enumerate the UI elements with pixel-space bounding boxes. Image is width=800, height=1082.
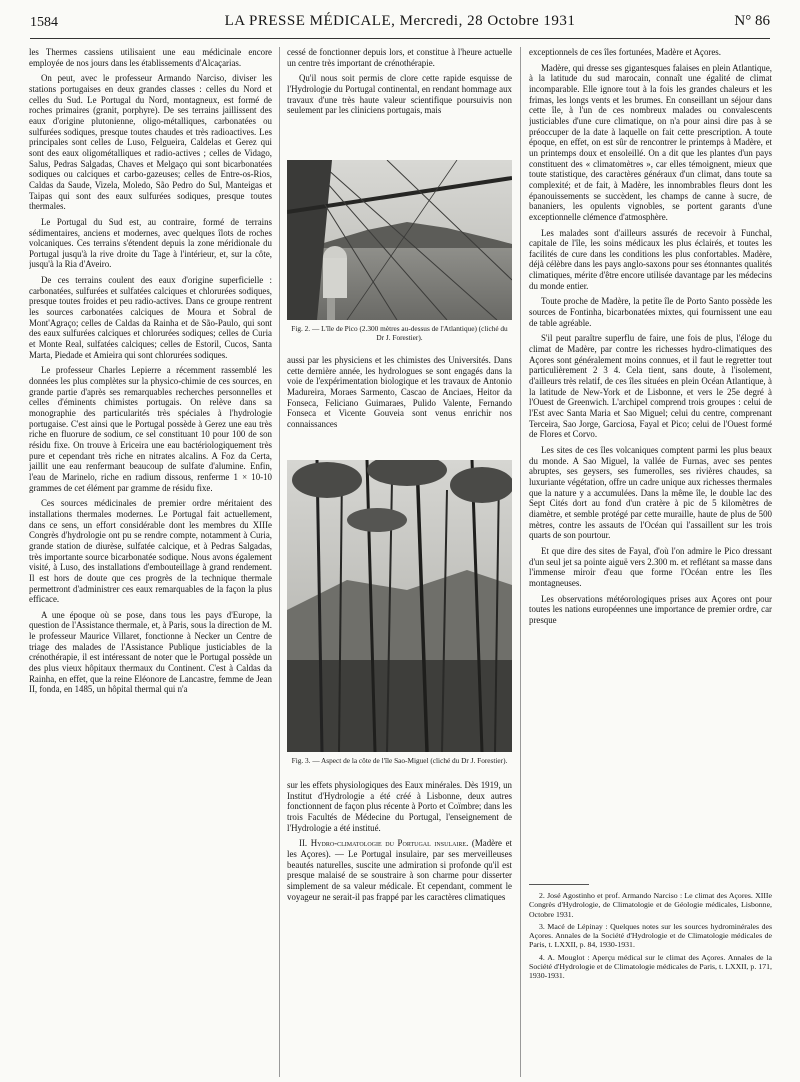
- column-divider: [520, 47, 521, 1077]
- paragraph: Le professeur Charles Lepierre a récemment rassemblé les données les plus complètes sur la physico-chimie de ces sources, en grande partie d'après ses remarquables recherches personnelles et celles d'éminents chimistes portugais. On relève dans sa monographie des particularités très spéciales à l'hydrologie portugaise. C'est ainsi que le Portugal possède à Gerez une eau très riche en fluorure de sodium, ce sel constituant 10 pour 100 de son résidu fixe. On trouve à Ericeira une eau bactériologiquement très pure et cependant très riche en nitrates alcalins. A Foz da Certa, jaillit une eau renfermant beaucoup de sulfate d'alumine. Enfin, l'eau de Marinelo, riche en radium dissous, renferme 1 × 10-10 grammes de cet élément par gramme de résidu fixe.: [29, 365, 272, 493]
- footnotes: [529, 880, 772, 984]
- paragraph: sur les effets physiologiques des Eaux minérales. Dès 1919, un Institut d'Hydrologie a été créé à Lisbonne, deux autres fonctionnent de façon plus récente à Porto et Coïmbre; dans les trois Facultés de Médecine du Portugal, l'enseignement de l'Hydrologie a été institué.: [287, 780, 512, 833]
- page-number: 1584: [30, 15, 58, 30]
- header-rule: [30, 38, 770, 39]
- figure-2: [287, 160, 512, 342]
- paragraph: Madère, qui dresse ses gigantesques falaises en plein Atlantique, à la latitude du sud marocain, connaît une égalité de climat incomparable. Elle ignore tout à la fois les grandes chaleurs et les frimas, les longs vents et les brumes. En conseillant un séjour dans cette île, à l'un de ces nombreux malades ou convalescents justiciables d'une cure climatique, on n'a pour ainsi dire pas à se préoccuper de la date à laquelle on fait cette prescription. A toute époque, en effet, on est sûr de rencontrer le printemps à Madère, et un printemps doux et ensoleillé. On a dit que les plantes d'un pays constituent des « climatomètres », car elles témoignent, mieux que toute statistique, des caractères généraux d'un climat, dans toute sa complexité; et de fait, à Madère, les innombrables fleurs dont les épanouissements se succèdent, les champs de canne à sucre, de bananiers, les opulents vignobles, se portent garants d'une exceptionnelle clémence d'atmosphère.: [529, 62, 772, 222]
- footnote: 3. Macé de Lépinay : Quelques notes sur les sources hydrominérales des Açores. Annales de la Société d'Hydrologie et de Climatologie médicales de Paris, t. LXXII, p. 84, 1930-1931.: [529, 921, 772, 950]
- footnote: 4. A. Mouglot : Aperçu médical sur le climat des Açores. Annales de la Société d'Hydrologie et de Climatologie médicales de Paris, t. LXXII, p. 171, 1930-1931.: [529, 952, 772, 981]
- paragraph: S'il peut paraître superflu de faire, une fois de plus, l'éloge du climat de Madère, par contre les richesses hydro-climatiques des Açores sont généralement moins connues, et il faut le regretter tout particulièrement 2 3 4. Cela tient, sans doute, à l'isolement, d'ailleurs très relatif, de ces îles situées en plein Océan Atlantique, à la latitude de New-York et de Lisbonne, et vers le 25e degré à l'Ouest de Greenwich. L'archipel comprend trois groupes : celui de l'Est avec Santa Maria et Sao Miguel; celui du centre, comprenant Terceira, Sao Jorge, Garciosa, Fayal et Pico; celui de l'Ouest formé de Flores et Corvo.: [529, 333, 772, 440]
- section-heading: II. Hydro-climatologie du Portugal insulaire.: [299, 838, 469, 849]
- column-divider: [279, 47, 280, 1077]
- figure-3-photo: [287, 460, 512, 752]
- paragraph: On peut, avec le professeur Armando Narciso, diviser les stations portugaises en deux grandes classes : celles du Nord et celles du Sud. Le Portugal du Nord, montagneux, est formé de roches primaires (granit, porphyre). De ses terrains jaillissent des eaux d'origine plutonienne, oligo-métalliques, carbonatées ou sulfurées sodiques, presque toutes chaudes et très radioactives. Les principales sont celles de Luso, Felgueira, Caldelas et Gerez qui sont des eaux oligométalliques et radio-actives ; celles de Vidago, Salus, Pedras Salgadas, Chaves et Melgaço qui sont bicarbonatées sodiques ou calciques et carbo-gazeuses; celles de Entre-os-Rios, Caldas da Saude, Vizela, Moledo, São Pedro do Sul, Manteigas et Taipas qui sont des eaux sulfurées sodiques, presque toutes thermales.: [29, 73, 272, 212]
- paragraph: Et que dire des sites de Fayal, d'où l'on admire le Pico dressant d'un seul jet sa pointe aiguë vers 2.300 m. et reflétant sa masse dans l'immense miroir d'eau que forme l'Océan entre les îles montagneuses.: [529, 545, 772, 588]
- column-2-mid: [287, 355, 512, 450]
- paragraph: exceptionnels de ces îles fortunées, Madère et Açores.: [529, 47, 721, 57]
- journal-title: LA PRESSE MÉDICALE, Mercredi, 28 Octobre 1931: [224, 13, 576, 29]
- figure-3: [287, 460, 512, 765]
- figure-3-caption: Fig. 3. — Aspect de la côte de l'île Sao-Miguel (cliché du Dr J. Forestier).: [291, 756, 508, 765]
- paragraph: cessé de fonctionner depuis lors, et constitue à l'heure actuelle un centre très important de crénothérapie.: [287, 47, 512, 68]
- footnote: 2. José Agostinho et prof. Armando Narciso : Le climat des Açores. XIIIe Congrès d'Hydrologie, de Climatologie et de Géologie médicales, Lisbonne, Octobre 1931.: [529, 891, 772, 919]
- paragraph: A une époque où se pose, dans tous les pays d'Europe, la question de l'Assistance thermale, et, à Paris, sous la direction de M. le professeur Maurice Villaret, fonctionne à Necker un Centre de triage des malades de l'Assistance Publique justiciables de la crénothérapie, il est intéressant de noter que le Portugal possède un des plus vieux hôpitaux thermaux du Continent. C'est à Caldas da Rainha, en effet, que la reine Eléonore de Lancastre, femme de Jean II, fonda, en 1485, un hôpital thermal qui n'a: [29, 609, 272, 695]
- paragraph: Ces sources médicinales de premier ordre méritaient des installations thermales modernes. Le Portugal fait actuellement, dans ce sens, un effort considérable dont les membres du XIIIe Congrès d'hydrologie ont pu se rendre compte, notamment à Curia, grande station de diurèse, sulfatée calcique, et à Pedras Salgadas, très importante source bicarbonatée sodique. Nous avons également visité, à Luso, des installations d'embouteillage à grand rendement. Il est hors de doute que ces progrès de la technique thermale permettront d'administrer ces eaux remarquables de la façon la plus efficace.: [29, 498, 272, 605]
- paragraph: Qu'il nous soit permis de clore cette rapide esquisse de l'Hydrologie du Portugal continental, en rendant hommage aux travaux d'une très haute valeur scientifique poursuivis non seulement par les cliniciens portugais, mais: [287, 73, 512, 116]
- column-2-bottom: [287, 780, 512, 1076]
- footnote-separator: [529, 884, 589, 885]
- paragraph: Les malades sont d'ailleurs assurés de recevoir à Funchal, capitale de l'île, les soins médicaux les plus éclairés, et toutes les facilités de cure dans les conditions les plus confortables. Madère, déjà célèbre dans les pays anglo-saxons pour ses étonnantes qualités climatiques, mérite d'être encore utilisée davantage par les médecins du monde entier.: [529, 227, 772, 291]
- section-text: (Madère et les Açores). — Le Portugal insulaire, par ses merveilleuses beautés naturelles, suscite une admiration si profonde qu'il est presque malaisé de se soustraire à son charme pour disserter simplement de sa valeur médicale. Et cependant, comment le voyageur ne serait-il pas frappé par les caractères climatiques: [287, 838, 512, 902]
- column-3: [529, 47, 772, 875]
- paragraph: les Thermes cassiens utilisaient une eau médicinale encore employée de nos jours dans les établissements d'Alcaçarias.: [29, 47, 272, 68]
- paragraph: Les observations météorologiques prises aux Açores ont pour toutes les nations européennes une importance de premier ordre, car presque: [529, 593, 772, 625]
- issue-number: N° 86: [734, 13, 770, 29]
- paragraph: aussi par les physiciens et les chimistes des Universités. Dans cette dernière année, les hydrologues se sont engagés dans la voie de l'expérimentation biologique et les travaux de Antonio Madureira, Moraes Sarmento, Cascao de Anciaes, Heitor da Fonseca, Feliciano Guimaraes, Pulido Valente, Fernando Fonseca et Vicente Gouveia sont venus enrichir nos connaissances: [287, 355, 512, 429]
- paragraph: Toute proche de Madère, la petite île de Porto Santo possède les sources de Fontinha, bicarbonatées mixtes, qui fournissent une eau de table agréable.: [529, 296, 772, 328]
- paragraph: De ces terrains coulent des eaux d'origine superficielle : carbonatées, sulfurées et sulfatées calciques et chlorurées sodiques, presque toutes froides et peu radio-actives. Dans ce groupe rentrent les sources carbonatées calciques de Moura et Sobral de Mont'Agraço; celles de Caldas da Rainha et de São-Paulo, qui sont des eaux sulfurées calciques et chlorurées sodiques; celles de Curia et Monte Real, sulfatées calciques; celles de Estoril, Cucos, Santa Marta, Piedade et Amieira qui sont chlorurées sodiques.: [29, 275, 272, 360]
- paragraph: Les sites de ces îles volcaniques comptent parmi les plus beaux du monde. A Sao Miguel, la vallée de Furnas, avec ses pentes abruptes, ses geysers, ses fumerolles, ses rivières chaudes, sa luxuriante végétation, offre un cadre unique aux richesses thermales que la nature y a accumulées. Dans la même île, le double lac des Sept Cités dort au fond d'un cratère à pic de 5 kilomètres de diamètre, et semble protégé par cette muraille, haute de plus de 500 mètres, contre les assauts de l'Océan qui l'assaillent sur les trois quarts de son pourtour.: [529, 444, 772, 541]
- figure-2-caption: Fig. 2. — L'île de Pico (2.300 mètres au-dessus de l'Atlantique) (cliché du Dr J. Forestier).: [291, 324, 508, 342]
- figure-2-photo: [287, 160, 512, 320]
- section-paragraph: [287, 838, 512, 902]
- page-header: [30, 13, 770, 35]
- column-2-top: [287, 47, 512, 155]
- paragraph: Le Portugal du Sud est, au contraire, formé de terrains sédimentaires, anciens et modernes, avec quelques îlots de roches volcaniques. Ces terrains s'étendent depuis la zone méridionale du Portugal jusqu'à la rive droite du Tage à l'intérieur, et, sur la côte, jusqu'à la Ria d'Aveiro.: [29, 216, 272, 270]
- column-1: [29, 47, 272, 1077]
